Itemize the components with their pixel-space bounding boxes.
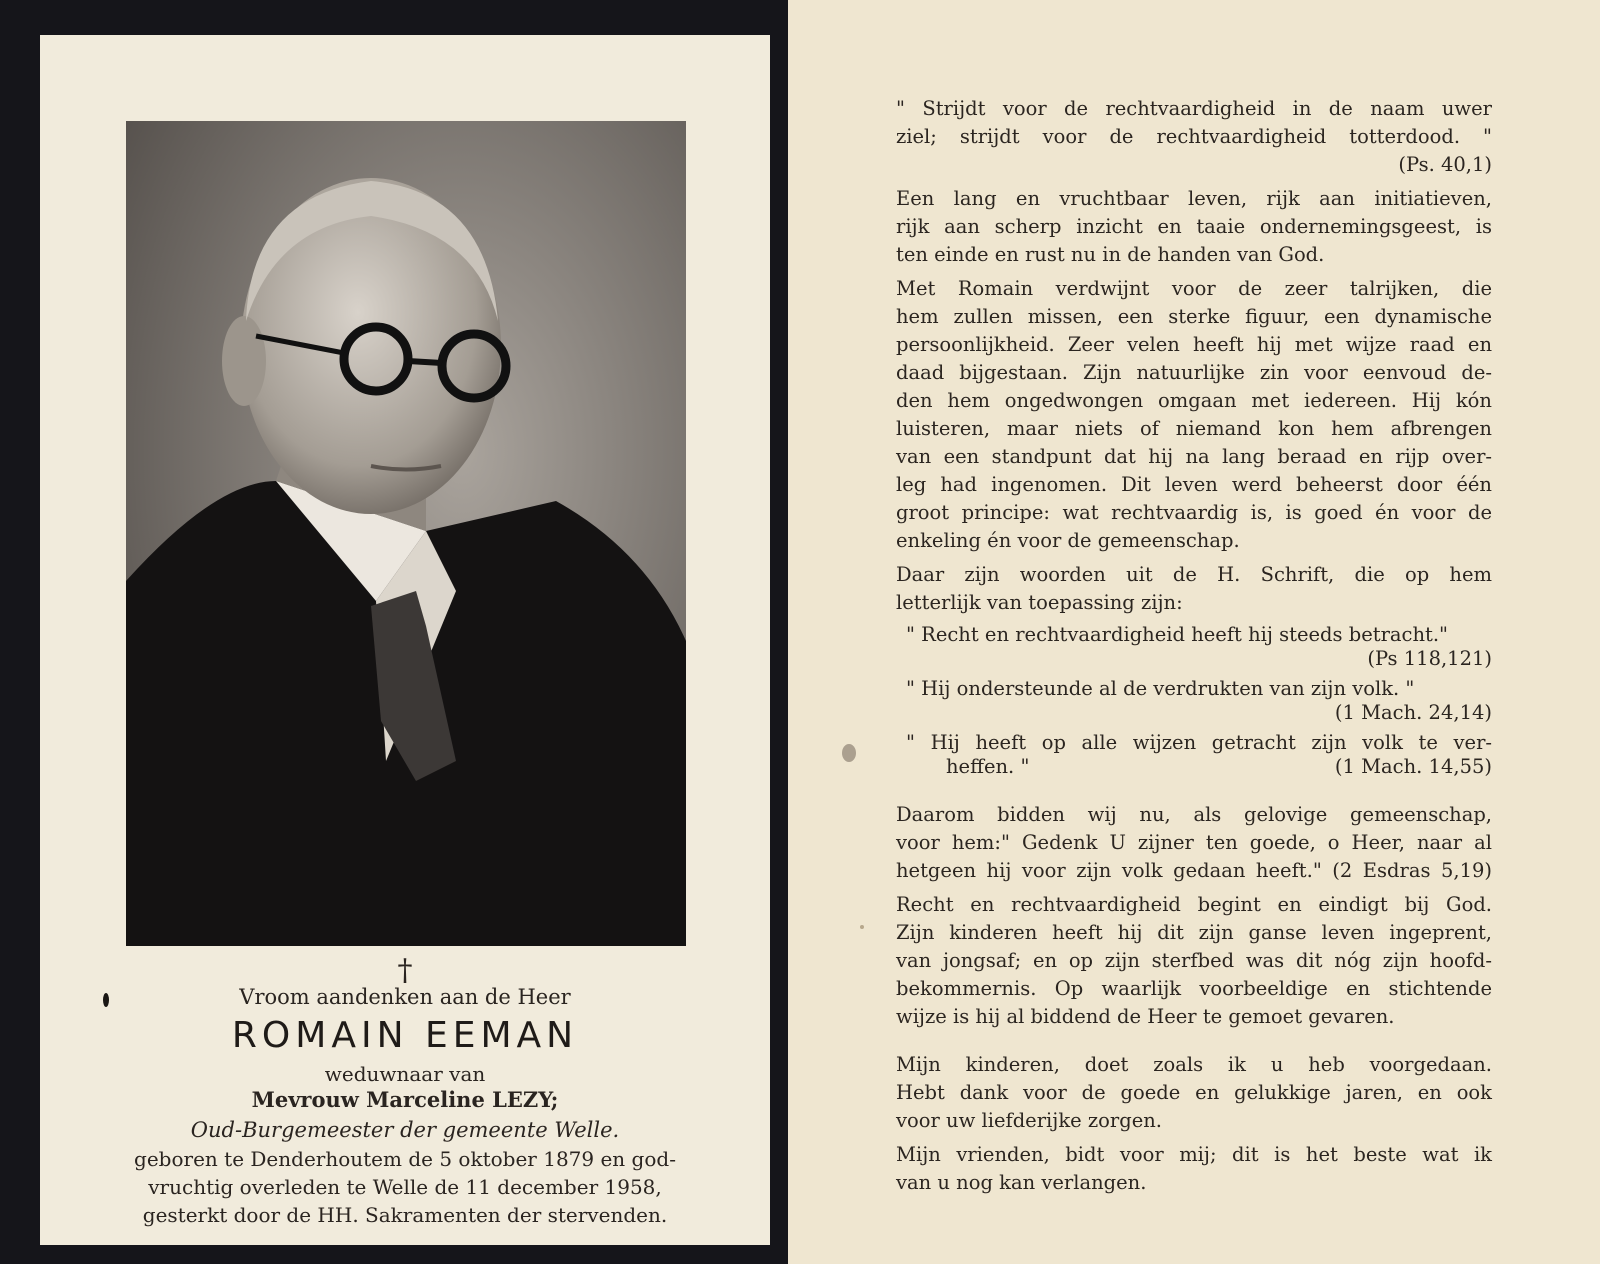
- quote-line-split: [946, 754, 1492, 780]
- scripture-reference: (Ps 118,121): [1367, 647, 1492, 670]
- text-line: Mijn kinderen, doet zoals ik u heb voorgedaan.: [896, 1053, 1492, 1076]
- text-line: voor hem:" Gedenk U zijner ten goede, o Heer, naar al: [896, 831, 1492, 854]
- text-line: letterlijk van toepassing zijn:: [896, 591, 1183, 614]
- deceased-title: Oud-Burgemeester der gemeente Welle.: [190, 1118, 620, 1142]
- text-line: Hebt dank voor de goede en gelukkige jaren, en ook: [896, 1081, 1492, 1104]
- paper-speck: [860, 925, 864, 929]
- text-line: van u nog kan verlangen.: [896, 1171, 1147, 1194]
- card-face: [40, 35, 770, 1245]
- text-line: " Strijdt voor de rechtvaardigheid in de naam uwer: [896, 97, 1492, 120]
- cross-symbol: †: [397, 953, 413, 988]
- portrait-photo: [126, 121, 686, 946]
- quote-end: heffen. ": [946, 755, 1030, 778]
- text-line: rijk aan scherp inzicht en taaie ondernemingsgeest, is: [896, 215, 1492, 238]
- memorial-intro: Vroom aandenken aan de Heer: [239, 985, 571, 1009]
- text-line: Daarom bidden wij nu, als gelovige gemeenschap,: [896, 803, 1492, 826]
- deceased-name: ROMAIN EEMAN: [231, 1015, 579, 1056]
- birth-line-1: geboren te Denderhoutem de 5 oktober 1879 en god-: [134, 1147, 676, 1171]
- text-line: van een standpunt dat hij na lang beraad en rijp over-: [896, 445, 1492, 468]
- text-line: hetgeen hij voor zijn volk gedaan heeft." (2 Esdras 5,19): [896, 859, 1492, 882]
- text-line: daad bijgestaan. Zijn natuurlijke zin voor eenvoud de-: [896, 361, 1492, 384]
- text-line: enkeling én voor de gemeenschap.: [896, 529, 1240, 552]
- quote-line: " Hij ondersteunde al de verdrukten van zijn volk. ": [906, 677, 1415, 700]
- text-line: Daar zijn woorden uit de H. Schrift, die op hem: [896, 563, 1492, 586]
- paper-stain: [842, 744, 856, 762]
- memorial-card-back: [788, 0, 1600, 1264]
- text-line: voor uw liefderijke zorgen.: [896, 1109, 1162, 1132]
- quote-line: " Recht en rechtvaardigheid heeft hij steeds betracht.": [906, 623, 1449, 646]
- text-line: persoonlijkheid. Zeer velen heeft hij met wijze raad en: [896, 333, 1492, 356]
- text-line: ziel; strijdt voor de rechtvaardigheid totterdood. ": [896, 125, 1492, 148]
- text-line: Mijn vrienden, bidt voor mij; dit is het beste wat ik: [896, 1143, 1492, 1166]
- text-line: leg had ingenomen. Dit leven werd beheerst door één: [896, 473, 1492, 496]
- portrait-illustration: [126, 121, 686, 946]
- text-line: hem zullen missen, een sterke figuur, een dynamische: [896, 305, 1492, 328]
- text-line: den hem ongedwongen omgaan met iedereen. Hij kón: [896, 389, 1492, 412]
- text-line: Met Romain verdwijnt voor de zeer talrijken, die: [896, 277, 1492, 300]
- scripture-reference: (1 Mach. 14,55): [1334, 755, 1492, 778]
- spouse-name: Mevrouw Marceline LEZY;: [251, 1087, 559, 1112]
- text-line: groot principe: wat rechtvaardig is, is goed én voor de: [896, 501, 1492, 524]
- scripture-reference: (1 Mach. 24,14): [1334, 701, 1492, 724]
- quote-line: " Hij heeft op alle wijzen getracht zijn volk te ver-: [906, 731, 1492, 754]
- widower-line: weduwnaar van: [324, 1062, 486, 1086]
- text-line: luisteren, maar niets of niemand kon hem afbrengen: [896, 417, 1492, 440]
- scripture-reference: (Ps. 40,1): [1398, 153, 1492, 176]
- text-line: Een lang en vruchtbaar leven, rijk aan initiatieven,: [896, 187, 1492, 210]
- text-line: Recht en rechtvaardigheid begint en eindigt bij God.: [896, 893, 1492, 916]
- ink-spot: [103, 993, 109, 1007]
- memorial-card-front: [0, 0, 788, 1264]
- text-line: wijze is hij al biddend de Heer te gemoet gevaren.: [896, 1005, 1395, 1028]
- birth-line-2: vruchtig overleden te Welle de 11 december 1958,: [148, 1175, 662, 1199]
- text-line: Zijn kinderen heeft hij dit zijn ganse leven ingeprent,: [896, 921, 1492, 944]
- text-line: ten einde en rust nu in de handen van God.: [896, 243, 1325, 266]
- birth-line-3: gesterkt door de HH. Sakramenten der stervenden.: [142, 1203, 668, 1227]
- text-line: bekommernis. Op waarlijk voorbeeldige en stichtende: [896, 977, 1492, 1000]
- text-line: van jongsaf; en op zijn sterfbed was dit nóg zijn hoofd-: [896, 949, 1492, 972]
